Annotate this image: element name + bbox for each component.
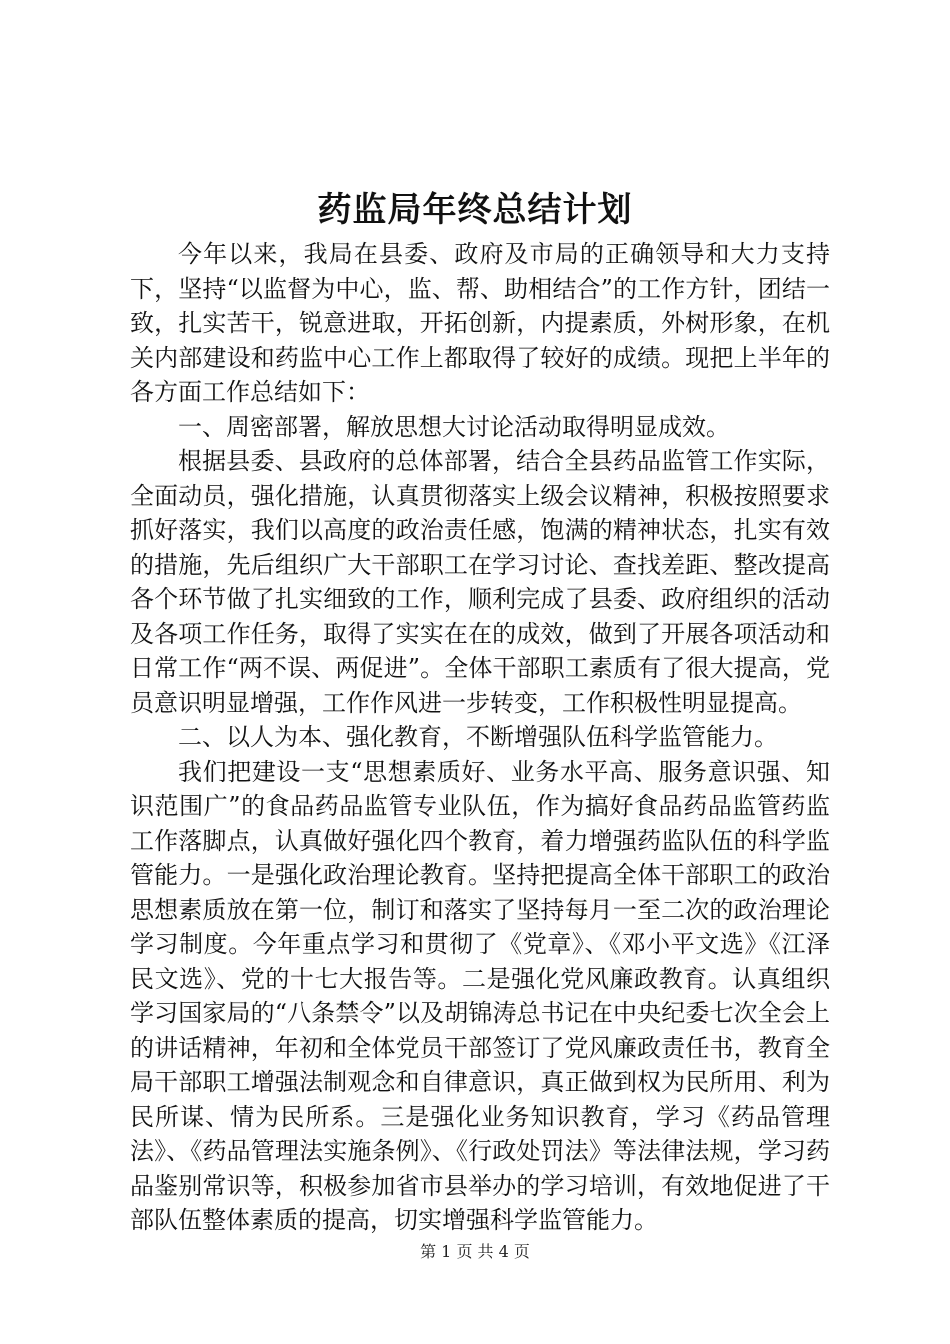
page-footer: 第 1 页 共 4 页 xyxy=(420,1242,530,1261)
paragraph-intro: 今年以来，我局在县委、政府及市局的正确领导和大力支持下，坚持“以监督为中心，监、帮、助相结合”的工作方针，团结一致，扎实苦干，锐意进取，开拓创新，内提素质，外树形象，在机关内部建设和药监中心工作上都取得了较好的成绩。现把上半年的各方面工作总结如下： xyxy=(130,240,830,406)
section-heading-2: 二、以人为本、强化教育，不断增强队伍科学监管能力。 xyxy=(178,723,778,751)
section-heading-1: 一、周密部署，解放思想大讨论活动取得明显成效。 xyxy=(178,412,730,441)
paragraph-section-1: 根据县委、县政府的总体部署，结合全县药品监管工作实际，全面动员，强化措施，认真贯彻落实上级会议精神，积极按照要求抓好落实，我们以高度的政治责任感，饱满的精神状态，扎实有效的措施，先后组织广大干部职工在学习讨论、查找差距、整改提高各个环节做了扎实细致的工作，顺利完成了县委、政府组织的活动及各项工作任务，取得了实实在在的成效，做到了开展各项活动和日常工作“两不误、两促进”。全体干部职工素质有了很大提高，党员意识明显增强，工作作风进一步转变，工作积极性明显提高。 xyxy=(130,447,830,717)
paragraph-section-2: 我们把建设一支“思想素质好、业务水平高、服务意识强、知识范围广”的食品药品监管专业队伍，作为搞好食品药品监管药监工作落脚点，认真做好强化四个教育，着力增强药监队伍的科学监管能力。一是强化政治理论教育。坚持把提高全体干部职工的政治思想素质放在第一位，制订和落实了坚持每月一至二次的政治理论学习制度。今年重点学习和贯彻了《党章》、《邓小平文选》《江泽民文选》、党的十七大报告等。二是强化党风廉政教育。认真组织学习国家局的“八条禁令”以及胡锦涛总书记在中央纪委七次全会上的讲话精神，年初和全体党员干部签订了党风廉政责任书，教育全局干部职工增强法制观念和自律意识，真正做到权为民所用、利为民所谋、情为民所系。三是强化业务知识教育，学习《药品管理法》、《药品管理法实施条例》、《行政处罚法》等法律法规，学习药品鉴别常识等，积极参加省市县举办的学习培训，有效地促进了干部队伍整体素质的提高，切实增强科学监管能力。 xyxy=(130,757,830,1234)
document-title: 药监局年终总结计划 xyxy=(317,190,633,230)
document-body xyxy=(130,237,830,1238)
